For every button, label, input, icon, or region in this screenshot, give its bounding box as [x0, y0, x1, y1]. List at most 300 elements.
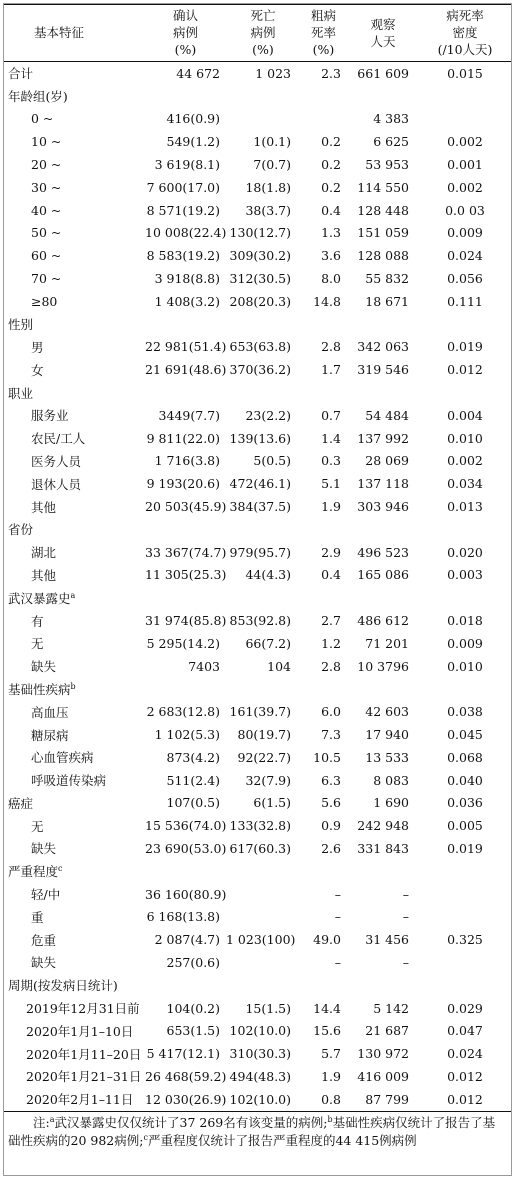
crude-rate-cell: 3.6	[321, 248, 341, 264]
footnote-marker: a	[70, 590, 76, 600]
person-days-cell	[347, 974, 419, 997]
confirmed-cell: 7403	[188, 658, 220, 674]
row-label	[4, 951, 145, 974]
row-label-text: 性别	[8, 317, 34, 333]
table-row	[4, 883, 511, 906]
person-days-cell: –	[402, 886, 409, 902]
deaths-cell: 472(46.1)	[229, 476, 291, 492]
header-line: 观察	[370, 16, 396, 32]
note-lead: 注:	[33, 1114, 50, 1130]
person-days-cell: 6 625	[373, 134, 409, 150]
confirmed-cell	[145, 381, 226, 404]
crude-rate-cell: 1.3	[321, 225, 341, 241]
row-label-text: 呼吸道传染病	[31, 773, 107, 789]
density-cell: 0.012	[419, 1088, 511, 1111]
crude-rate-cell: 8.0	[321, 271, 341, 287]
deaths-cell: 102(10.0)	[229, 1023, 291, 1039]
row-label	[4, 130, 145, 153]
crude-rate-cell: 0.2	[321, 157, 341, 173]
row-label-text: 2019年12月31日前	[26, 1001, 140, 1017]
density-cell: 0.111	[447, 293, 483, 309]
crude-rate-cell: 14.4	[313, 1000, 341, 1016]
header-fatality-density	[419, 5, 511, 62]
row-label	[4, 313, 145, 336]
row-label	[4, 814, 145, 837]
crude-rate-cell: 5.1	[321, 476, 341, 492]
crude-rate-cell	[300, 860, 347, 883]
header-confirmed-cases	[145, 5, 226, 62]
density-cell: 0.038	[447, 704, 483, 720]
crude-rate-cell	[300, 381, 347, 404]
table-row	[4, 700, 511, 723]
confirmed-cell: 3 619(8.1)	[154, 157, 220, 173]
deaths-cell	[226, 313, 300, 336]
person-days-cell: 151 059	[357, 225, 409, 241]
crude-rate-cell: 0.9	[321, 818, 341, 834]
crude-rate-cell: 0.3	[321, 453, 341, 469]
note-c-text: 严重程度仅统计了报告严重程度的44 415例病例	[147, 1132, 417, 1148]
confirmed-cell: 10 008(22.4)	[145, 225, 227, 241]
person-days-cell: 496 523	[357, 544, 409, 560]
table-row	[4, 1042, 511, 1065]
confirmed-cell: 511(2.4)	[166, 772, 220, 788]
crude-rate-cell: 49.0	[313, 932, 341, 948]
table-row	[4, 108, 511, 131]
deaths-cell: 309(30.2)	[229, 248, 291, 264]
person-days-cell: 17 940	[365, 727, 409, 742]
row-label-text: 重	[31, 909, 44, 925]
row-label	[4, 450, 145, 473]
row-label-text: 周期(按发病日统计)	[8, 978, 118, 994]
row-label-text: ≥80	[31, 293, 58, 309]
row-label-text: 男	[31, 339, 44, 355]
table-row	[4, 814, 511, 837]
row-label	[4, 244, 145, 267]
header-line: 死率	[310, 25, 336, 40]
confirmed-cell: 257(0.6)	[166, 954, 220, 970]
row-label-text: 武汉暴露史	[8, 590, 71, 606]
crude-rate-cell: 0.8	[300, 1088, 347, 1111]
crude-rate-cell: 1.9	[321, 499, 341, 515]
deaths-cell: 7(0.7)	[253, 157, 291, 173]
row-label	[4, 108, 145, 131]
row-label-text: 30 ~	[31, 179, 62, 195]
density-cell: 0.034	[447, 476, 483, 492]
row-label-text: 基础性疾病	[8, 681, 71, 697]
person-days-cell	[347, 860, 419, 883]
density-cell	[419, 381, 511, 404]
deaths-cell: 310(30.3)	[229, 1046, 291, 1062]
row-label-text: 女	[31, 362, 44, 378]
person-days-cell: 319 546	[357, 362, 409, 378]
row-label-text: 缺失	[31, 955, 57, 971]
table-row	[4, 746, 511, 769]
row-label-text: 年龄组(岁)	[8, 89, 68, 105]
row-label	[4, 792, 145, 815]
confirmed-cell	[145, 586, 226, 609]
table-row	[4, 792, 511, 815]
note-b-text: 基础性疾病仅统计了报告了基础性疾病的20 982病例;	[8, 1114, 496, 1148]
density-cell: 0.019	[447, 339, 483, 355]
row-label-text: 2020年1月11–20日	[26, 1046, 142, 1062]
person-days-cell	[347, 381, 419, 404]
table-row	[4, 609, 511, 632]
crude-rate-cell: 7.3	[321, 727, 341, 742]
confirmed-cell: 1 408(3.2)	[154, 293, 220, 309]
confirmed-cell: 26 468(59.2)	[145, 1068, 227, 1084]
table-row	[4, 176, 511, 199]
confirmed-cell: 107(0.5)	[166, 795, 220, 811]
density-cell: 0.002	[447, 134, 483, 150]
crude-rate-cell	[300, 678, 347, 701]
confirmed-cell: 3449(7.7)	[158, 407, 220, 423]
table-row	[4, 222, 511, 245]
crude-rate-cell: 0.2	[321, 179, 341, 195]
table-row	[4, 244, 511, 267]
crude-rate-cell: 2.8	[321, 658, 341, 674]
confirmed-cell	[145, 974, 226, 997]
density-cell: 0.0 03	[445, 202, 485, 218]
person-days-cell	[347, 586, 419, 609]
row-label	[4, 358, 145, 381]
crude-rate-cell: 5.6	[321, 795, 341, 811]
density-cell: 0.002	[447, 453, 483, 469]
row-label	[4, 997, 145, 1020]
density-cell	[419, 518, 511, 541]
row-label	[4, 746, 145, 769]
row-label-text: 70 ~	[31, 271, 62, 287]
deaths-cell: 208(20.3)	[229, 293, 291, 309]
table-row	[4, 586, 511, 609]
person-days-cell: 114 550	[357, 179, 409, 195]
density-cell: 0.010	[447, 430, 483, 446]
density-cell	[419, 905, 511, 928]
deaths-cell	[226, 860, 300, 883]
density-cell: 0.068	[447, 749, 483, 765]
person-days-cell: 31 456	[365, 932, 409, 948]
density-cell	[419, 974, 511, 997]
confirmed-cell: 9 811(22.0)	[146, 430, 220, 446]
footnote-marker: b	[70, 681, 76, 691]
confirmed-cell: 15 536(74.0)	[145, 818, 227, 834]
density-cell: 0.045	[447, 727, 483, 742]
header-line: 病死率	[446, 8, 484, 23]
row-label-text: 缺失	[31, 841, 57, 857]
row-label-text: 癌症	[8, 795, 34, 811]
density-cell: 0.013	[447, 499, 483, 515]
person-days-cell: 137 992	[357, 430, 409, 446]
row-label	[4, 837, 145, 860]
row-label	[4, 62, 145, 85]
row-label	[4, 1065, 145, 1088]
deaths-cell	[226, 381, 300, 404]
confirmed-cell: 873(4.2)	[166, 749, 220, 765]
deaths-cell: 80(19.7)	[237, 727, 291, 742]
person-days-cell	[347, 85, 419, 108]
row-label	[4, 883, 145, 906]
deaths-cell	[226, 883, 300, 906]
table-row	[4, 541, 511, 564]
crude-rate-cell: 0.4	[321, 567, 341, 583]
row-label-text: 0 ~	[31, 111, 54, 127]
row-label	[4, 472, 145, 495]
row-label-text: 省份	[8, 522, 34, 538]
table-row	[4, 723, 511, 746]
row-label-text: 20 ~	[31, 157, 62, 173]
table-row	[4, 951, 511, 974]
person-days-cell: 18 671	[365, 293, 409, 309]
header-line: 病例	[172, 25, 198, 40]
confirmed-cell: 5 417(12.1)	[146, 1046, 220, 1062]
density-cell: 0.019	[447, 840, 483, 856]
density-cell	[419, 951, 511, 974]
deaths-cell: 494(48.3)	[229, 1068, 291, 1084]
person-days-cell	[347, 313, 419, 336]
person-days-cell: 331 843	[357, 840, 409, 856]
deaths-cell: 104	[267, 658, 291, 674]
person-days-cell: 87 799	[347, 1088, 419, 1111]
row-label	[4, 85, 145, 108]
density-cell: 0.009	[447, 635, 483, 651]
density-cell: 0.009	[447, 225, 483, 241]
confirmed-cell	[145, 860, 226, 883]
person-days-cell: 4 383	[373, 111, 409, 127]
row-label-text: 40 ~	[31, 202, 62, 218]
person-days-cell: –	[402, 909, 409, 925]
table-row	[4, 564, 511, 587]
confirmed-cell	[145, 678, 226, 701]
confirmed-cell: 12 030(26.9)	[145, 1088, 226, 1111]
row-label-text: 2020年1月21–31日	[26, 1069, 142, 1085]
person-days-cell: 303 946	[357, 499, 409, 515]
crude-rate-cell: 2.8	[321, 339, 341, 355]
confirmed-cell: 416(0.9)	[166, 111, 220, 127]
crude-rate-cell	[300, 586, 347, 609]
table-row	[4, 1065, 511, 1088]
header-line: (%)	[252, 42, 274, 57]
row-label	[4, 1088, 145, 1111]
crude-rate-cell: 1.9	[321, 1068, 341, 1084]
density-cell: 0.056	[447, 271, 483, 287]
row-label	[4, 564, 145, 587]
table-header	[4, 5, 511, 62]
crude-rate-cell: 0.4	[321, 202, 341, 218]
deaths-cell: 617(60.3)	[229, 840, 291, 856]
note-a-text: 武汉暴露史仅仅统计了37 269名有该变量的病例;	[54, 1114, 328, 1130]
row-label	[4, 153, 145, 176]
crude-rate-cell: 1.2	[321, 635, 341, 651]
table-row	[4, 495, 511, 518]
note-marker-c: c	[143, 1132, 148, 1142]
header-death-cases	[226, 5, 300, 62]
density-cell	[419, 85, 511, 108]
density-cell	[419, 586, 511, 609]
table-row	[4, 860, 511, 883]
row-label	[4, 586, 145, 609]
confirmed-cell: 7 600(17.0)	[146, 179, 220, 195]
density-cell	[419, 313, 511, 336]
confirmed-cell: 9 193(20.6)	[146, 476, 220, 492]
row-label	[4, 609, 145, 632]
deaths-cell: 130(12.7)	[229, 225, 291, 241]
deaths-cell: 5(0.5)	[253, 453, 291, 469]
row-label	[4, 632, 145, 655]
row-label	[4, 541, 145, 564]
crude-rate-cell	[300, 974, 347, 997]
note-marker-b: b	[327, 1114, 333, 1124]
person-days-cell: 55 832	[365, 271, 409, 287]
crude-rate-cell	[300, 108, 347, 131]
crude-rate-cell: 6.3	[321, 772, 341, 788]
row-label-text: 服务业	[31, 408, 69, 424]
row-label-text: 2020年2月1–11日	[26, 1092, 134, 1108]
person-days-cell: 128 088	[357, 248, 409, 264]
row-label	[4, 723, 145, 746]
confirmed-cell: 36 160(80.9)	[145, 886, 227, 902]
deaths-cell: 1 023(100)	[226, 932, 296, 948]
person-days-cell: 71 201	[365, 635, 409, 651]
table-row	[4, 974, 511, 997]
person-days-cell: 165 086	[357, 567, 409, 583]
table-row	[4, 62, 511, 85]
row-label	[4, 655, 145, 678]
row-label-text: 危重	[31, 932, 57, 948]
row-label-text: 无	[31, 636, 44, 652]
person-days-cell: 486 612	[357, 613, 409, 629]
person-days-cell	[347, 678, 419, 701]
deaths-cell: 384(37.5)	[229, 499, 291, 515]
deaths-cell: 653(63.8)	[229, 339, 291, 355]
person-days-cell: 1 690	[373, 795, 409, 811]
row-label-text: 医务人员	[31, 453, 82, 469]
deaths-cell: 66(7.2)	[245, 635, 291, 651]
person-days-cell: 342 063	[357, 339, 409, 355]
crude-rate-cell: 2.9	[321, 544, 341, 560]
confirmed-cell: 23 690(53.0)	[145, 840, 227, 856]
row-label-text: 其他	[31, 567, 57, 583]
table-row	[4, 928, 511, 951]
table-row	[4, 404, 511, 427]
density-cell: 0.024	[447, 1046, 483, 1062]
confirmed-cell: 5 295(14.2)	[146, 635, 220, 651]
density-cell: 0.029	[447, 1000, 483, 1016]
deaths-cell: 92(22.7)	[237, 749, 291, 765]
table-row	[4, 427, 511, 450]
crude-rate-cell: –	[334, 954, 341, 970]
table-row	[4, 1088, 511, 1111]
density-cell: 0.012	[447, 1068, 483, 1084]
crude-rate-cell: 2.7	[321, 613, 341, 629]
row-label-text: 职业	[8, 385, 34, 401]
deaths-cell	[226, 678, 300, 701]
density-cell	[419, 883, 511, 906]
person-days-cell: 137 118	[357, 476, 409, 492]
deaths-cell	[226, 951, 300, 974]
person-days-cell: 8 083	[373, 772, 409, 788]
deaths-cell: 161(39.7)	[229, 704, 291, 720]
confirmed-cell: 44 672	[176, 65, 220, 81]
density-cell: 0.015	[447, 65, 483, 81]
crude-rate-cell: 0.2	[321, 134, 341, 150]
deaths-cell: 139(13.6)	[229, 430, 291, 446]
table-row	[4, 85, 511, 108]
deaths-cell: 1(0.1)	[253, 134, 291, 150]
confirmed-cell	[145, 313, 226, 336]
row-label	[4, 700, 145, 723]
header-basic-characteristic: 基本特征	[4, 5, 145, 62]
confirmed-cell: 1 102(5.3)	[154, 727, 220, 742]
row-label-text: 60 ~	[31, 248, 62, 264]
deaths-cell: 133(32.8)	[229, 818, 291, 834]
crude-rate-cell	[300, 313, 347, 336]
row-label	[4, 290, 145, 313]
table-row	[4, 905, 511, 928]
deaths-cell: 102(10.0)	[226, 1088, 300, 1111]
density-cell: 0.047	[447, 1023, 483, 1039]
confirmed-cell: 20 503(45.9)	[145, 499, 227, 515]
table-row	[4, 769, 511, 792]
crude-rate-cell: 14.8	[313, 293, 341, 309]
confirmed-cell: 8 571(19.2)	[146, 202, 220, 218]
table-row	[4, 358, 511, 381]
deaths-cell: 23(2.2)	[245, 407, 291, 423]
confirmed-cell: 549(1.2)	[166, 134, 220, 150]
confirmed-cell: 31 974(85.8)	[145, 613, 227, 629]
deaths-cell	[226, 108, 300, 131]
row-label	[4, 495, 145, 518]
deaths-cell	[226, 974, 300, 997]
row-label-text: 糖尿病	[31, 727, 69, 743]
person-days-cell: 28 069	[365, 453, 409, 469]
table-row	[4, 313, 511, 336]
crude-rate-cell	[300, 85, 347, 108]
density-cell: 0.010	[447, 658, 483, 674]
table-row	[4, 1019, 511, 1042]
confirmed-cell: 653(1.5)	[166, 1023, 220, 1039]
row-label-text: 10 ~	[31, 134, 62, 150]
deaths-cell: 44(4.3)	[245, 567, 291, 583]
row-label	[4, 860, 145, 883]
person-days-cell: 5 142	[373, 1000, 409, 1016]
header-line: (/10人天)	[437, 42, 493, 57]
crude-rate-cell: 1.7	[321, 362, 341, 378]
row-label	[4, 267, 145, 290]
header-crude-fatality-rate	[300, 5, 347, 62]
confirmed-cell: 3 918(8.8)	[154, 271, 220, 287]
density-cell: 0.325	[447, 932, 483, 948]
row-label-text: 无	[31, 818, 44, 834]
density-cell: 0.020	[447, 544, 483, 560]
row-label	[4, 336, 145, 359]
row-label-text: 合计	[8, 66, 34, 82]
person-days-cell: 13 533	[365, 749, 409, 765]
table-row	[4, 997, 511, 1020]
density-cell: 0.036	[447, 795, 483, 811]
row-label-text: 严重程度	[8, 864, 59, 880]
density-cell	[419, 108, 511, 131]
crude-rate-cell: 15.6	[313, 1023, 341, 1039]
crude-rate-cell: 0.7	[321, 407, 341, 423]
person-days-cell: 53 953	[365, 157, 409, 173]
table-row	[4, 381, 511, 404]
row-label	[4, 678, 145, 701]
table-figure	[3, 3, 512, 1176]
row-label-text: 心血管疾病	[31, 750, 94, 766]
table-row	[4, 199, 511, 222]
person-days-cell: 10 3796	[357, 658, 409, 674]
crude-rate-cell: 5.7	[321, 1046, 341, 1062]
row-label-text: 高血压	[31, 704, 69, 720]
